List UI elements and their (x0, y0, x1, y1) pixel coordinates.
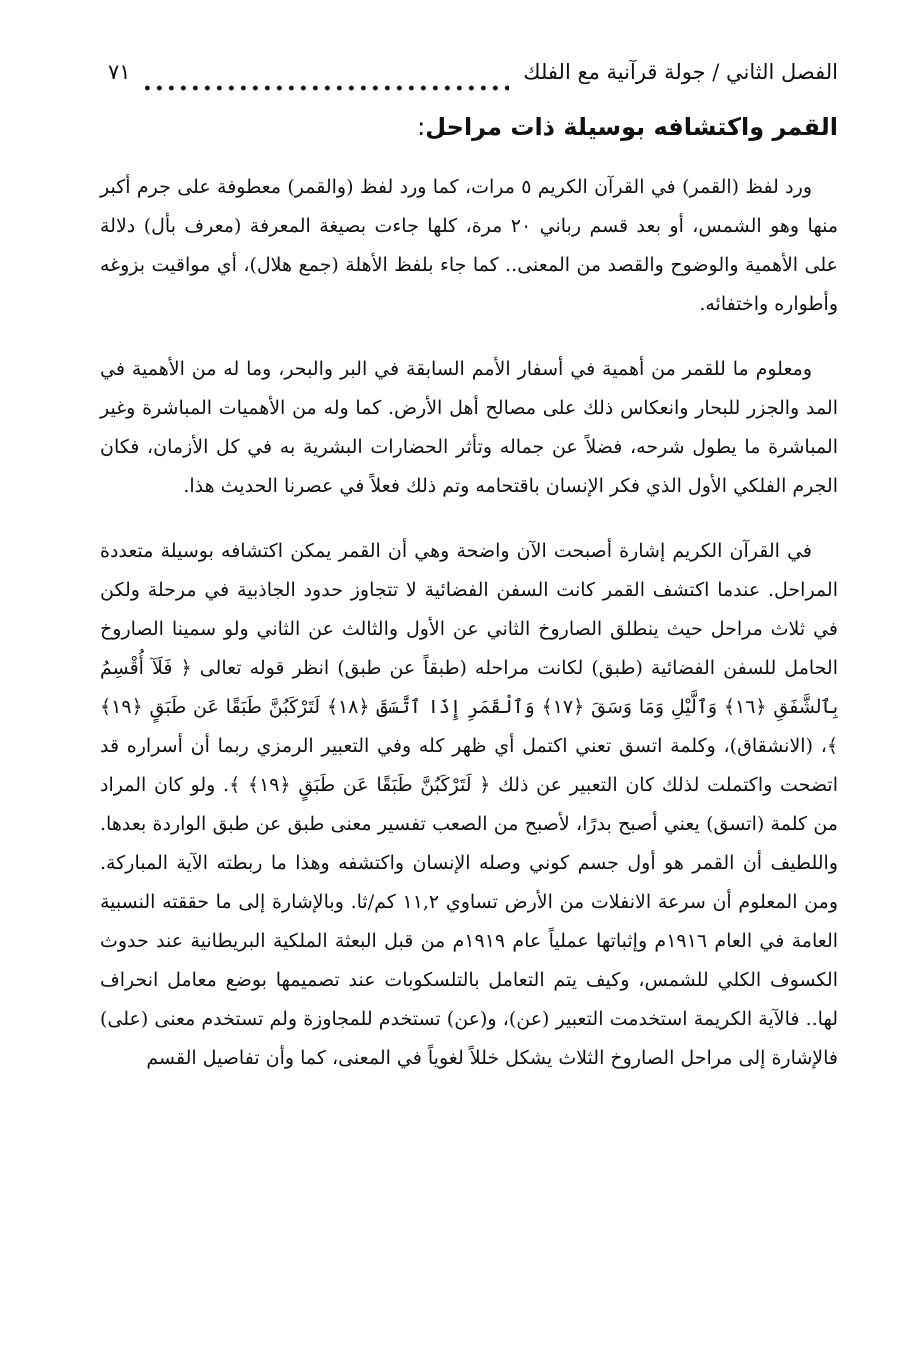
paragraph-3: في القرآن الكريم إشارة أصبحت الآن واضحة وهي أن القمر يمكن اكتشافه بوسيلة متعددة المراحل. عندما اكتشف القمر كانت السفن الفضائية لا تتجاوز حدود الجاذبية في مرحلة ولكن في ثلاث مراحل حيث ينطلق الصاروخ الثاني عن الأول والثالث عن الثاني ولو سمينا الصاروخ الحامل للسفن الفضائية (طبق) لكانت مراحله (طبقاً عن طبق) انظر قوله تعالى ﴿ فَلَآ أُقْسِمُ بِٱلشَّفَقِ ﴿١٦﴾ وَٱلَّيْلِ وَمَا وَسَقَ ﴿١٧﴾ وَٱلْقَمَرِ إِذَا ٱتَّسَقَ ﴿١٨﴾ لَتَرْكَبُنَّ طَبَقًا عَن طَبَقٍ ﴿١٩﴾ ﴾، (الانشقاق)، وكلمة اتسق تعني اكتمل أي ظهر كله وفي التعبير الرمزي ربما أن أسراره قد اتضحت واكتملت لذلك كان التعبير عن ذلك ﴿ لَتَرْكَبُنَّ طَبَقًا عَن طَبَقٍ ﴿١٩﴾ ﴾. ولو كان المراد من كلمة (اتسق) يعني أصبح بدرًا، لأصبح من الصعب تفسير معنى طبق عن طبق الواردة بعدها. واللطيف أن القمر هو أول جسم كوني وصله الإنسان واكتشفه وهذا ما ربطته الآية المباركة. ومن المعلوم أن سرعة الانفلات من الأرض تساوي ١١,٢ كم/ثا. وبالإشارة إلى ما حققته النسبية العامة في العام ١٩١٦م وإثباتها عملياً عام ١٩١٩م من قبل البعثة الملكية البريطانية عند حدوث الكسوف الكلي للشمس، وكيف يتم التعامل بالتلسكوبات عند تصميمها بوضع معامل انحراف لها.. فالآية الكريمة استخدمت التعبير (عن)، و(عن) تستخدم للمجاوزة ولم تستخدم معنى (على) فالإشارة إلى مراحل الصاروخ الثلاث يشكل خللاً لغوياً في المعنى، كما وأن تفاصيل القسم (100, 540, 839, 1069)
section-heading (100, 106, 838, 148)
running-title: الفصل الثاني / جولة قرآنية مع الفلك (523, 60, 838, 84)
paragraph-2: ومعلوم ما للقمر من أهمية في أسفار الأمم السابقة في البر والبحر، وما له من الأهمية في المد والجزر للبحار وانعكاس ذلك على مصالح أهل الأرض. كما وله من الأهميات المباشرة وغير المباشرة ما يطول شرحه، فضلاً عن جماله وتأثر الحضارات البشرية به في كل الأزمان، فكان الجرم الفلكي الأول الذي فكر الإنسان باقتحامه وتم ذلك فعلاً في عصرنا الحديث هذا. (100, 358, 838, 497)
book-page (100, 52, 838, 1326)
page-number: ٧١ (108, 60, 131, 84)
section-heading-text: القمر واكتشافه بوسيلة ذات مراحل (425, 113, 838, 141)
section-heading-colon: : (417, 113, 426, 141)
running-header (100, 52, 838, 92)
header-dotted-leader (145, 68, 510, 92)
paragraph-1: ورد لفظ (القمر) في القرآن الكريم ٥ مرات، كما ورد لفظ (والقمر) معطوفة على جرم أكبر منها وهو الشمس، أو بعد قسم رباني ٢٠ مرة، كلها جاءت بصيغة المعرفة (معرف بأل) دلالة على الأهمية والوضوح والقصد من المعنى.. كما جاء بلفظ الأهلة (جمع هلال)، أي مواقيت بزوغه وأطواره واختفائه. (100, 176, 838, 315)
